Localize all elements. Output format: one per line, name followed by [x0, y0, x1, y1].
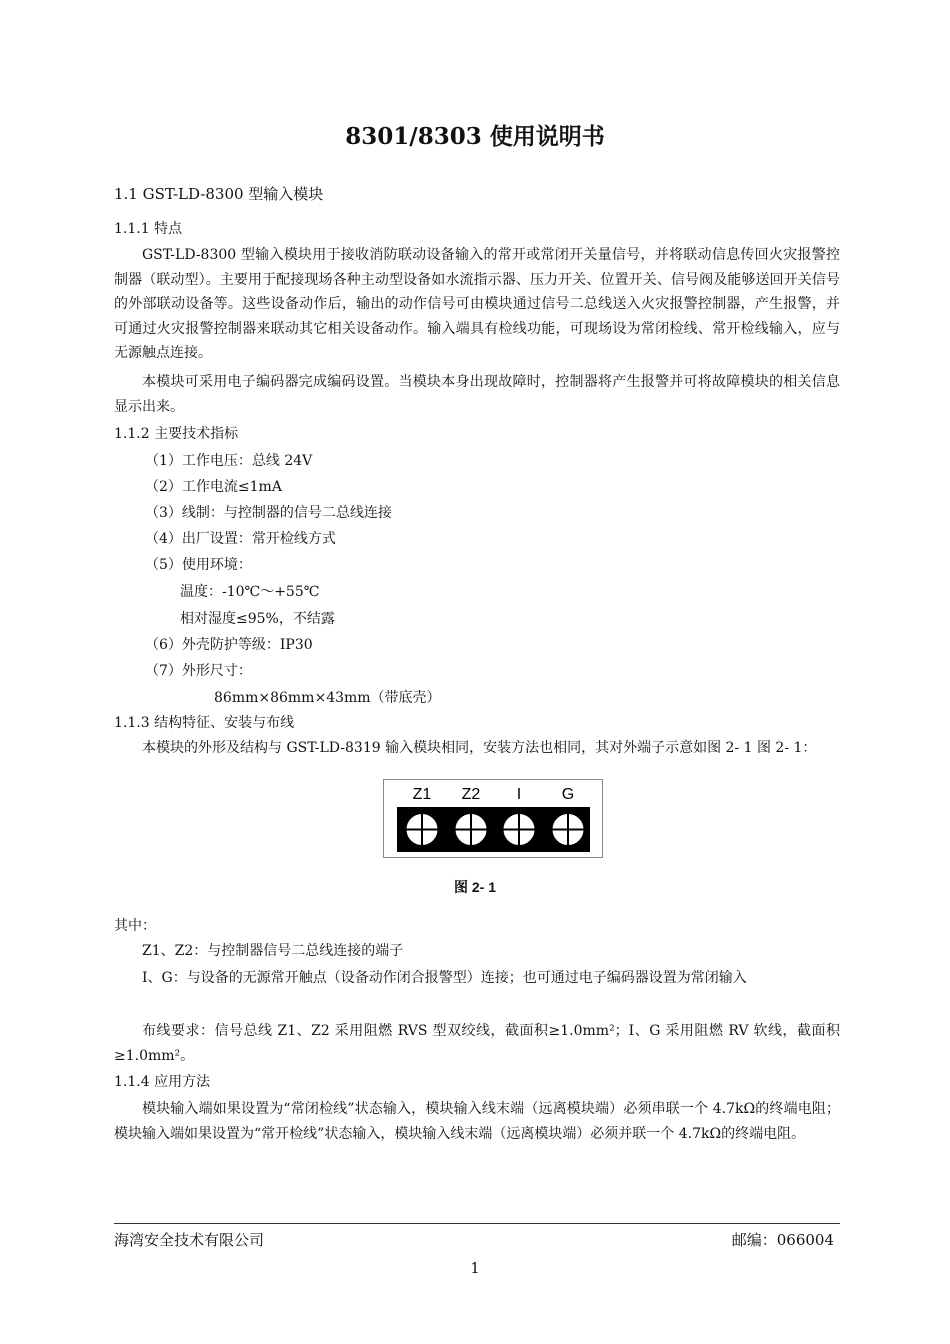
- terminal-label-i: I: [516, 786, 522, 803]
- ig-terminal-desc: I、G：与设备的无源常开触点（设备动作闭合报警型）连接；也可通过电子编码器设置为常闭输入: [142, 970, 747, 986]
- spec-subitem: 86mm×86mm×43mm（带底壳）: [214, 690, 441, 706]
- spec-item: （6）外壳防护等级：IP30: [145, 637, 313, 653]
- spec-item: （4）出厂设置：常开检线方式: [145, 531, 336, 547]
- section-heading-1-1-2: 1.1.2 主要技术指标: [114, 426, 239, 442]
- spec-subitem: 温度：-10℃～+55℃: [180, 584, 320, 600]
- footer-company: 海湾安全技术有限公司: [114, 1231, 265, 1249]
- spec-subitem: 相对湿度≤95%，不结露: [180, 611, 335, 627]
- section-heading-1-1-3: 1.1.3 结构特征、安装与布线: [114, 715, 295, 731]
- footer-divider: [114, 1223, 840, 1224]
- screw-icon: [503, 814, 535, 846]
- page-number: 1: [470, 1259, 480, 1277]
- spec-item: （7）外形尺寸：: [145, 663, 252, 679]
- screw-icon: [406, 814, 438, 846]
- encoding-paragraph: 本模块可采用电子编码器完成编码设置。当模块本身出现故障时，控制器将产生报警并可将故障模块的相关信息显示出来。: [114, 374, 840, 415]
- terminal-block: [397, 807, 590, 852]
- terminal-screws: [397, 807, 590, 852]
- section-heading-1-1-4: 1.1.4 应用方法: [114, 1074, 211, 1090]
- wiring-requirements: 布线要求：信号总线 Z1、Z2 采用阻燃 RVS 型双绞线，截面积≥1.0mm²；I、G 采用阻燃 RV 软线，截面积≥1.0mm²。: [114, 1023, 840, 1064]
- terminal-label-z1: Z1: [412, 786, 432, 803]
- screw-icon: [552, 814, 584, 846]
- spec-item: （2）工作电流≤1mA: [145, 479, 282, 495]
- structure-paragraph: 本模块的外形及结构与 GST-LD-8319 输入模块相同，安装方法也相同，其对外端子示意如图 2- 1 图 2- 1：: [142, 740, 817, 756]
- figure-caption: 图 2- 1: [453, 879, 496, 895]
- spec-item: （1）工作电压：总线 24V: [145, 453, 313, 469]
- where-label: 其中：: [114, 918, 156, 934]
- terminal-figure: [383, 779, 603, 858]
- spec-item: （3）线制：与控制器的信号二总线连接: [145, 505, 392, 521]
- application-paragraph: 模块输入端如果设置为“常闭检线”状态输入，模块输入线末端（远离模块端）必须串联一个 4.7kΩ的终端电阻；模块输入端如果设置为“常开检线”状态输入，模块输入线末端（远离模块端）必须并联一个 4.7kΩ的终端电阻。: [114, 1101, 840, 1142]
- terminal-label-z2: Z2: [461, 786, 481, 803]
- terminal-label-g: G: [561, 786, 575, 803]
- z-terminal-desc: Z1、Z2：与控制器信号二总线连接的端子: [142, 943, 404, 959]
- features-paragraph: GST-LD-8300 型输入模块用于接收消防联动设备输入的常开或常闭开关量信号，并将联动信息传回火灾报警控制器（联动型）。主要用于配接现场各种主动型设备如水流指示器、压力开关、位置开关、信号阀及能够送回开关信号的外部联动设备等。这些设备动作后，输出的动作信号可由模块通过信号二总线送入火灾报警控制器，产生报警，并可通过火灾报警控制器来联动其它相关设备动作。输入端具有检线功能，可现场设为常闭检线、常开检线输入，应与无源触点连接。: [114, 247, 840, 361]
- document-title: 8301/8303 使用说明书: [345, 123, 605, 150]
- section-heading-1-1-1: 1.1.1 特点: [114, 221, 183, 237]
- section-heading-1-1: 1.1 GST-LD-8300 型输入模块: [114, 185, 324, 203]
- screw-icon: [455, 814, 487, 846]
- spec-item: （5）使用环境：: [145, 557, 252, 573]
- footer-postcode: 邮编：066004: [731, 1231, 834, 1249]
